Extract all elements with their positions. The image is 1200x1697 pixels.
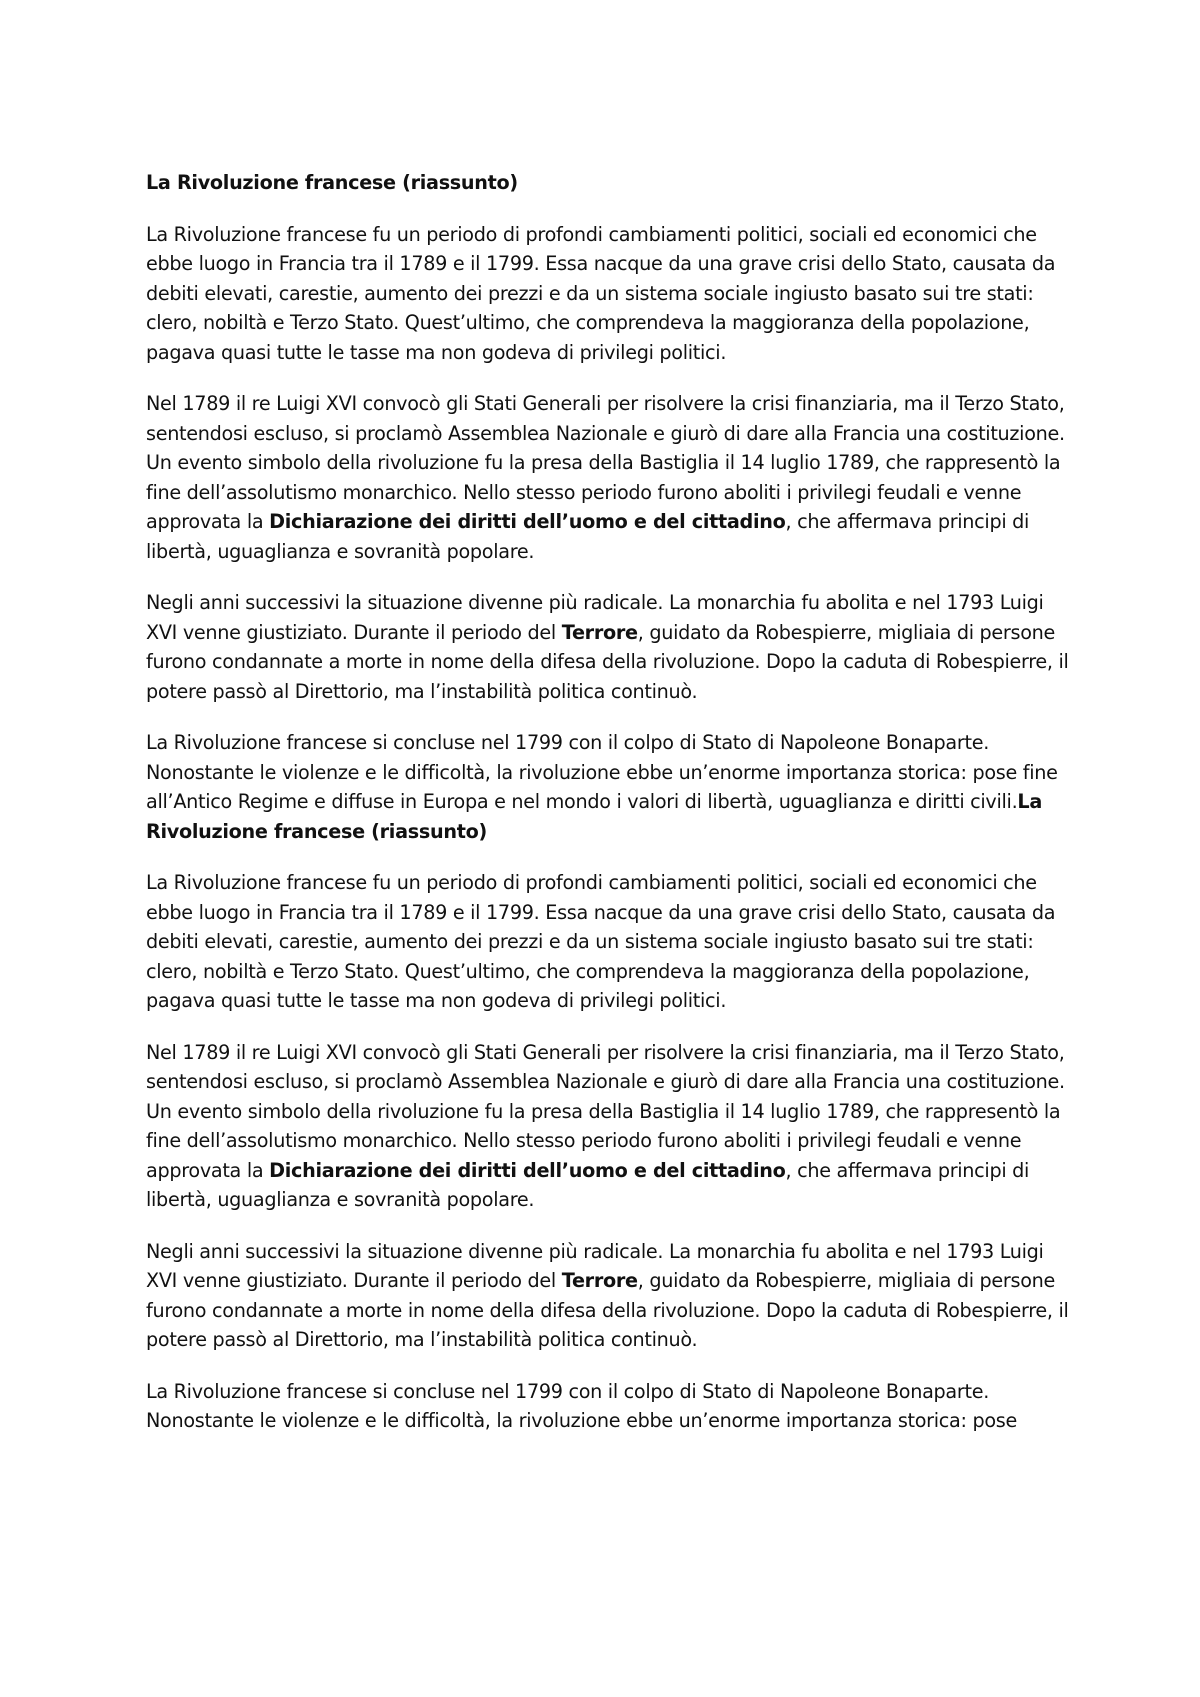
paragraph-text: , che affermava principi di libertà, uguaglianza e sovranità popolare. [146, 1158, 1030, 1211]
paragraph-text: La Rivoluzione francese si concluse nel 1799 con il colpo di Stato di Napoleone Bonaparte. Nonostante le violenze e le difficoltà, la rivoluzione ebbe un’enorme importanza storica: pose [146, 1379, 1017, 1432]
paragraph-text: Nel 1789 il re Luigi XVI convocò gli Stati Generali per risolvere la crisi finanziaria, ma il Terzo Stato, sentendosi escluso, si proclamò Assemblea Nazionale e giurò di dare alla Francia una costituzione. Un evento simbolo della rivoluzione fu la presa della Bastiglia il 14 luglio 1789, che rappresentò la fine dell’assolutismo monarchico. Nello stesso periodo furono aboliti i privilegi feudali e venne approvata la [146, 1040, 1065, 1182]
bold-term-declaration: Dichiarazione dei diritti dell’uomo e del cittadino [269, 510, 786, 533]
paragraph-text: Negli anni successivi la situazione divenne più radicale. La monarchia fu abolita e nel 1793 Luigi XVI venne giustiziato. Durante il periodo del [146, 1239, 1044, 1292]
paragraph-intro [146, 220, 1070, 368]
paragraph-terror [146, 588, 1070, 706]
bold-term-terrore: Terrore [561, 620, 638, 644]
bold-term-terrore: Terrore [561, 1269, 638, 1292]
bold-term-declaration: Dichiarazione dei diritti dell’uomo e del cittadino [269, 1158, 786, 1182]
paragraph-conclusion [146, 728, 1070, 846]
paragraph-text: Negli anni successivi la situazione divenne più radicale. La monarchia fu abolita e nel 1793 Luigi XVI venne giustiziato. Durante il periodo del [146, 591, 1044, 644]
paragraph-terror-repeat [146, 1237, 1070, 1355]
paragraph-1789 [146, 389, 1070, 566]
paragraph-intro-repeat [146, 868, 1070, 1016]
paragraph-conclusion-partial [146, 1377, 1070, 1436]
inline-repeated-title: La Rivoluzione francese (riassunto) [146, 790, 1042, 843]
paragraph-text: , guidato da Robespierre, migliaia di persone furono condannate a morte in nome della difesa della rivoluzione. Dopo la caduta di Robespierre, il potere passò al Direttorio, ma l’instabilità politica continuò. [146, 1269, 1069, 1351]
paragraph-text: Nel 1789 il re Luigi XVI convocò gli Stati Generali per risolvere la crisi finanziaria, ma il Terzo Stato, sentendosi escluso, si proclamò Assemblea Nazionale e giurò di dare alla Francia una costituzione. Un evento simbolo della rivoluzione fu la presa della Bastiglia il 14 luglio 1789, che rappresentò la fine dell’assolutismo monarchico. Nello stesso periodo furono aboliti i privilegi feudali e venne approvata la [146, 392, 1065, 533]
paragraph-text: La Rivoluzione francese fu un periodo di profondi cambiamenti politici, sociali ed economici che ebbe luogo in Francia tra il 1789 e il 1799. Essa nacque da una grave crisi dello Stato, causata da debiti elevati, carestie, aumento dei prezzi e da un sistema sociale ingiusto basato sui tre stati: clero, nobiltà e Terzo Stato. Quest’ultimo, che comprendeva la maggioranza della popolazione, pagava quasi tutte le tasse ma non godeva di privilegi politici. [146, 222, 1056, 364]
paragraph-1789-repeat [146, 1038, 1070, 1215]
document-title: La Rivoluzione francese (riassunto) [146, 171, 518, 194]
document-page [146, 168, 1070, 1436]
paragraph-text: La Rivoluzione francese fu un periodo di profondi cambiamenti politici, sociali ed economici che ebbe luogo in Francia tra il 1789 e il 1799. Essa nacque da una grave crisi dello Stato, causata da debiti elevati, carestie, aumento dei prezzi e da un sistema sociale ingiusto basato sui tre stati: clero, nobiltà e Terzo Stato. Quest’ultimo, che comprendeva la maggioranza della popolazione, pagava quasi tutte le tasse ma non godeva di privilegi politici. [146, 871, 1056, 1012]
paragraph-text: , che affermava principi di libertà, uguaglianza e sovranità popolare. [146, 510, 1030, 563]
paragraph-text: , guidato da Robespierre, migliaia di persone furono condannate a morte in nome della difesa della rivoluzione. Dopo la caduta di Robespierre, il potere passò al Direttorio, ma l’instabilità politica continuò. [146, 620, 1069, 703]
paragraph-text: La Rivoluzione francese si concluse nel 1799 con il colpo di Stato di Napoleone Bonaparte. Nonostante le violenze e le difficoltà, la rivoluzione ebbe un’enorme importanza storica: pose fine all’Antico Regime e diffuse in Europa e nel mondo i valori di libertà, uguaglianza e diritti civili. [146, 731, 1058, 813]
